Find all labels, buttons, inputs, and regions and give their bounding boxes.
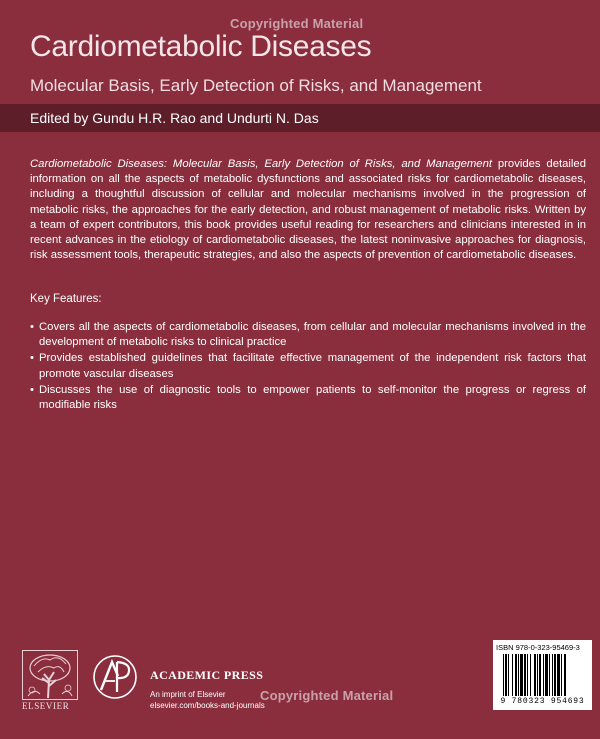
elsevier-tree-icon	[22, 650, 78, 700]
barcode-bars	[503, 654, 583, 696]
list-item: • Covers all the aspects of cardiometabolic diseases, from cellular and molecular mechanisms involved in the development of metabolic risks to clinical practice	[30, 320, 586, 350]
key-features-list	[30, 320, 586, 414]
publisher-imprint: An imprint of Elsevier	[150, 690, 226, 699]
elsevier-logo-text: ELSEVIER	[22, 701, 70, 711]
book-subtitle: Molecular Basis, Early Detection of Risks, and Management	[30, 76, 482, 95]
description-body: provides detailed information on all the aspects of metabolic dysfunctions and associated risks for cardiometabolic diseases, including a thoughtful discussion of cellular and molecular mechanisms involved in the progression of metabolic risks, the approaches for the early detection, and robust management of metabolic risks. Written by a team of expert contributors, this book provides useful reading for researchers and clinicians interested in in recent advances in the etiology of cardiometabolic diseases, the latest noninvasive approaches for diagnosis, risk assessment tools, therapeutic strategies, and also the aspects of prevention of cardiometabolic diseases.	[30, 158, 586, 262]
publisher-url: elsevier.com/books-and-journals	[150, 701, 265, 710]
key-features-label: Key Features:	[30, 293, 102, 305]
list-item: • Provides established guidelines that facilitate effective management of the independent risk factors that promote vascular diseases	[30, 351, 586, 381]
barcode-number: 9 780323 954693	[500, 697, 585, 706]
isbn: ISBN 978-0-323-95469-3	[496, 643, 580, 652]
publisher-name: ACADEMIC PRESS	[150, 668, 264, 682]
academic-press-logo-icon	[92, 654, 138, 700]
book-title: Cardiometabolic Diseases	[30, 30, 372, 63]
barcode	[493, 640, 592, 710]
editors: Edited by Gundu H.R. Rao and Undurti N. Das	[30, 110, 319, 126]
editor-band	[0, 104, 600, 132]
list-item: • Discusses the use of diagnostic tools to empower patients to self-monitor the progress or regress of modifiable risks	[30, 383, 586, 413]
watermark-bottom: Copyrighted Material	[260, 688, 394, 703]
description-title: Cardiometabolic Diseases: Molecular Basis, Early Detection of Risks, and Management	[30, 158, 493, 170]
description	[30, 157, 586, 263]
watermark-top: Copyrighted Material	[230, 16, 364, 31]
